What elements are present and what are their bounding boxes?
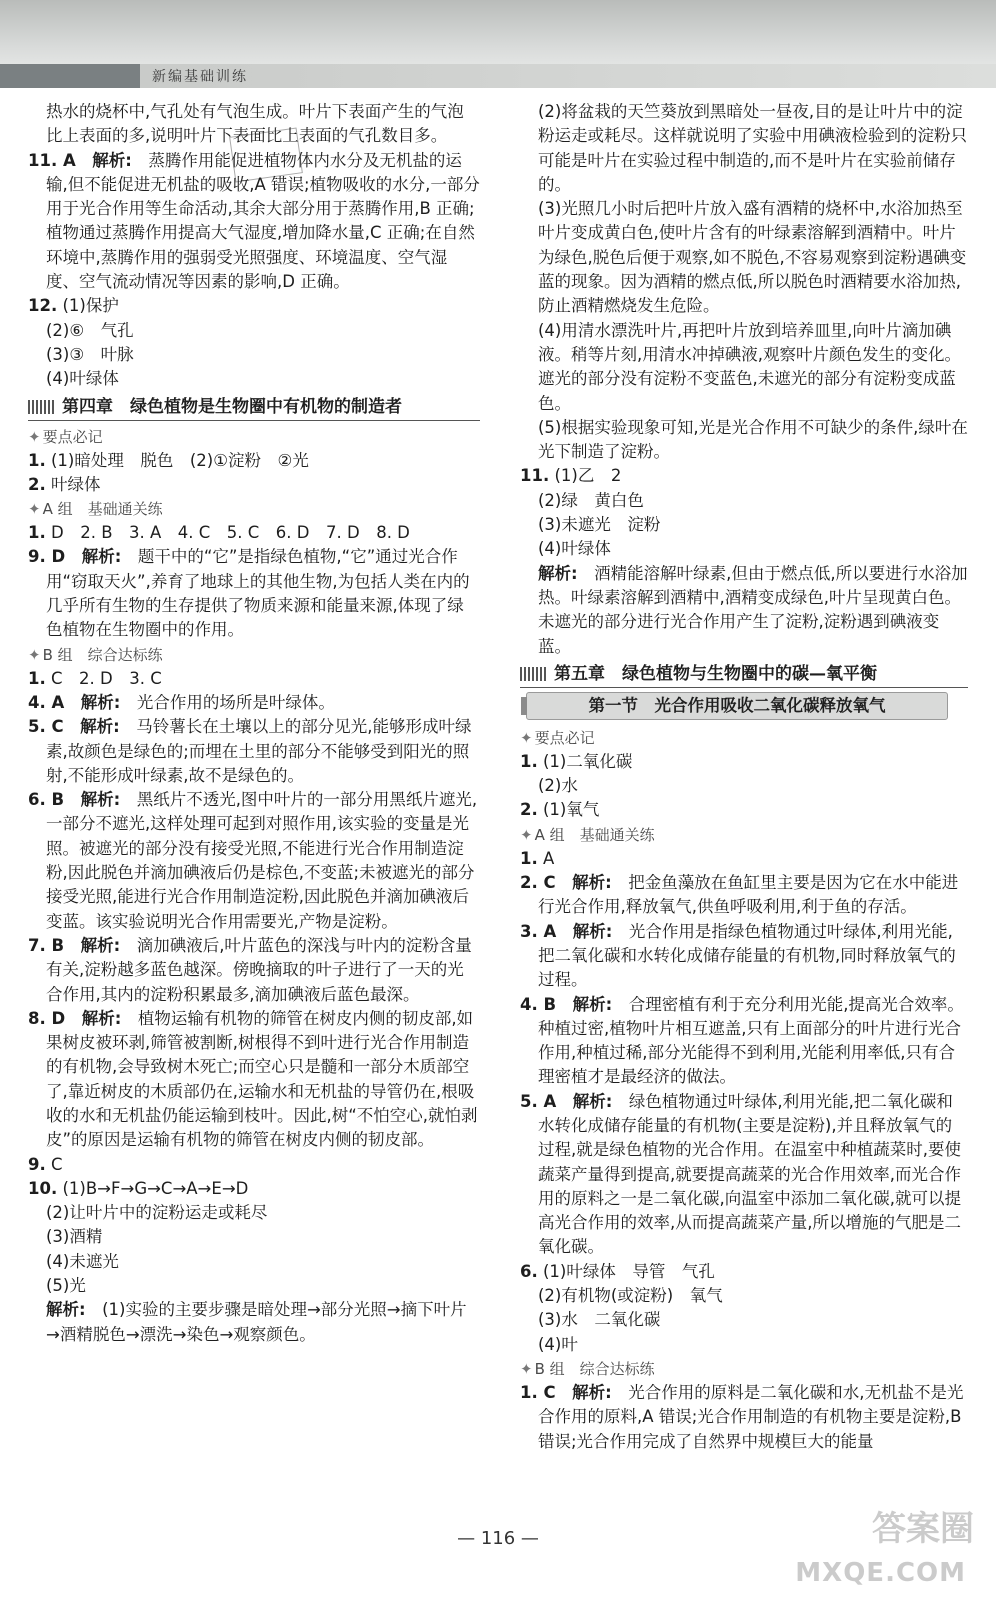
answer-text: (5)光	[46, 1276, 86, 1296]
answer-line	[520, 464, 968, 488]
chapter-title: 第五章 绿色植物与生物圈中的碳—氧平衡	[554, 663, 877, 684]
answer-number: 2.	[28, 474, 46, 494]
answer-line	[520, 750, 968, 774]
analysis-label: 解析:	[92, 150, 132, 170]
subsection-heading	[520, 1357, 968, 1381]
chapter-stripes-icon	[28, 400, 56, 414]
analysis-label: 解析:	[81, 1008, 122, 1028]
answer-text: (2)让叶片中的淀粉运走或耗尽	[46, 1203, 268, 1223]
subsection-label: A 组 基础通关练	[42, 500, 163, 519]
analysis-label: 解析:	[80, 692, 121, 712]
answer-text: (5)根据实验现象可知,光是光合作用不可缺少的条件,绿叶在光下制造了淀粉。	[538, 417, 968, 462]
analysis-label: 解析:	[80, 717, 120, 737]
answer-text: 绿色植物通过叶绿体,利用光能,把二氧化碳和水转化成储存能量的有机物(主要是淀粉),并且释放氧气的过程,就是绿色植物的光合作用。在温室中种植蔬菜时,要使蔬菜产量得到提高,就要提高蔬菜的光合作用效率,而光合作用的原料之一是二氧化碳,向温室中添加二氧化碳,就可以提高光合作用的效率,从而提高蔬菜产量,所以增施的气肥是二氧化碳。	[538, 1091, 961, 1257]
answer-text: (3)未遮光 淀粉	[538, 515, 661, 535]
answer-line	[520, 537, 968, 561]
answer-line	[520, 197, 968, 318]
answer-line	[28, 667, 480, 691]
answer-line	[520, 319, 968, 416]
analysis-label: 解析:	[572, 873, 612, 893]
answer-line	[520, 1260, 968, 1284]
answer-line	[520, 993, 968, 1090]
answer-text: C 2. D 3. C	[51, 668, 162, 688]
answer-number: 9.	[28, 1154, 46, 1174]
answer-line	[28, 1007, 480, 1153]
answer-line	[28, 521, 480, 545]
answer-line	[28, 934, 480, 1007]
answer-line	[520, 1308, 968, 1332]
subsection-heading	[28, 643, 480, 667]
chapter-heading	[520, 661, 968, 688]
answer-number: 12.	[28, 296, 58, 316]
answer-text: (3)光照几小时后把叶片放入盛有酒精的烧杯中,水浴加热至叶片变成黄白色,使叶片含有的叶绿素溶解到酒精中。叶片为绿色,脱色后便于观察,如不脱色,不容易观察到淀粉遇碘变蓝的现象。因为酒精的燃点低,所以脱色时酒精要水浴加热,防止酒精燃烧发生危险。	[538, 199, 967, 316]
watermark-url: MXQE.COM	[795, 1558, 966, 1588]
diamond-icon: ✦	[520, 825, 533, 844]
answer-text: (3)酒精	[46, 1227, 103, 1247]
answer-number: 2.	[520, 800, 538, 820]
answer-line	[520, 416, 968, 465]
analysis-label: 解析:	[572, 1091, 613, 1111]
analysis-label: 解析:	[538, 563, 578, 583]
answer-line	[520, 562, 968, 659]
analysis-label: 解析:	[80, 790, 121, 810]
answer-number: 4. A	[28, 692, 65, 712]
answer-text: (1)二氧化碳	[543, 751, 633, 771]
answer-line	[520, 774, 968, 798]
answer-line	[28, 715, 480, 788]
answer-text: C	[51, 1154, 63, 1174]
header-bar	[0, 64, 996, 88]
answer-line	[28, 691, 480, 715]
subsection-heading	[28, 425, 480, 449]
diamond-icon: ✦	[28, 500, 41, 519]
answer-text: D 2. B 3. A 4. C 5. C 6. D 7. D 8. D	[51, 523, 410, 543]
answer-line	[520, 513, 968, 537]
subsection-label: 要点必记	[534, 728, 595, 747]
answer-text: (3)③ 叶脉	[46, 344, 134, 364]
answer-number: 11.	[520, 466, 550, 486]
answer-text: (2)水	[538, 776, 578, 796]
answer-text: 滴加碘液后,叶片蓝色的深浅与叶内的淀粉含量有关,淀粉越多蓝色越深。傍晚摘取的叶子进行了一天的光合作用,其内的淀粉积累最多,滴加碘液后蓝色最深。	[46, 935, 472, 1004]
right-column	[520, 100, 968, 1454]
answer-number: 3. A	[520, 921, 557, 941]
answer-text: 光合作用的原料是二氧化碳和水,无机盐不是光合作用的原料,A 错误;光合作用制造的有机物主要是淀粉,B 错误;光合作用完成了自然界中规模巨大的能量	[538, 1382, 964, 1451]
chapter-stripes-icon	[520, 667, 548, 681]
answer-line	[28, 149, 480, 295]
answer-text: (4)叶	[538, 1334, 578, 1354]
answer-text: (1)实验的主要步骤是暗处理→部分光照→摘下叶片→酒精脱色→漂洗→染色→观察颜色。	[46, 1300, 467, 1344]
answer-line	[28, 343, 480, 367]
answer-line	[28, 294, 480, 318]
diamond-icon: ✦	[520, 1359, 533, 1378]
answer-number: 8. D	[28, 1008, 66, 1028]
answer-text: (4)未遮光	[46, 1251, 119, 1271]
answer-text: 把金鱼藻放在鱼缸里主要是因为它在水中能进行光合作用,释放氧气,供鱼呼吸利用,利于鱼的存活。	[538, 873, 959, 917]
answer-text: (3)水 二氧化碳	[538, 1310, 661, 1330]
subsection-heading	[520, 726, 968, 750]
answer-text: 黑纸片不透光,图中叶片的一部分用黑纸片遮光,一部分不遮光,这样处理可起到对照作用,该实验的变量是光照。被遮光的部分没有接受光照,不能进行光合作用制造淀粉,因此脱色并滴加碘液后仍是棕色,不变蓝;未被遮光的部分接受光照,能进行光合作用制造淀粉,因此脱色并滴加碘液后变蓝。该实验说明光合作用需要光,产物是淀粉。	[46, 790, 478, 931]
answer-text: 热水的烧杯中,气孔处有气泡生成。叶片下表面产生的气泡比上表面的多,说明叶片下表面比上表面的气孔数目多。	[46, 102, 464, 146]
subsection-label: 要点必记	[42, 427, 103, 446]
answer-line	[28, 1153, 480, 1177]
answer-text: (4)叶绿体	[46, 369, 119, 389]
diamond-icon: ✦	[28, 645, 41, 664]
answer-text: (2)⑥ 气孔	[46, 320, 134, 340]
diamond-icon: ✦	[520, 728, 533, 747]
answer-text: (1)B→F→G→C→A→E→D	[62, 1178, 249, 1198]
answer-text: 光合作用是指绿色植物通过叶绿体,利用光能,把二氧化碳和水转化成储存能量的有机物,同时释放氧气的过程。	[538, 921, 956, 990]
answer-line	[28, 1177, 480, 1201]
answer-number: 11. A	[28, 150, 76, 170]
answer-text: A	[543, 848, 555, 868]
answer-text: (4)叶绿体	[538, 539, 611, 559]
left-column	[28, 100, 480, 1347]
answer-line	[28, 1274, 480, 1298]
answer-number: 1.	[28, 668, 46, 688]
running-header-title: 新编基础训练	[152, 69, 248, 85]
answer-text: (1)暗处理 脱色 (2)①淀粉 ②光	[51, 450, 309, 470]
answer-line	[28, 1298, 480, 1347]
answer-text: 叶绿体	[51, 474, 101, 494]
answer-line	[520, 1284, 968, 1308]
answer-line	[520, 1090, 968, 1260]
analysis-label: 解析:	[81, 547, 122, 567]
answer-line	[28, 545, 480, 642]
answer-number: 1.	[28, 523, 46, 543]
answer-text: (1)氧气	[543, 800, 600, 820]
answer-line	[520, 847, 968, 871]
answer-line	[28, 449, 480, 473]
answer-text: (4)用清水漂洗叶片,再把叶片放到培养皿里,向叶片滴加碘液。稍等片刻,用清水冲掉碘液,观察叶片颜色发生的变化。遮光的部分没有淀粉不变蓝色,未遮光的部分有淀粉变成蓝色。	[538, 320, 961, 413]
answer-text: (1)叶绿体 导管 气孔	[543, 1261, 715, 1281]
answer-text: (1)乙 2	[554, 466, 622, 486]
subsection-label: B 组 综合达标练	[42, 645, 163, 664]
section-banner: 第一节 光合作用吸收二氧化碳释放氧气	[526, 692, 948, 720]
answer-text: 题干中的“它”是指绿色植物,“它”通过光合作用“窃取天火”,养育了地球上的其他生物,为包括人类在内的几乎所有生物的生存提供了物质来源和能量来源,体现了绿色植物在生物圈中的作用。	[46, 547, 470, 640]
answer-line	[28, 367, 480, 391]
subsection-label: B 组 综合达标练	[534, 1359, 655, 1378]
analysis-label: 解析:	[572, 921, 613, 941]
analysis-label: 解析:	[572, 994, 613, 1014]
answer-number: 9. D	[28, 547, 66, 567]
answer-number: 5. A	[520, 1091, 557, 1111]
answer-text: (2)绿 黄白色	[538, 490, 644, 510]
answer-number: 6.	[520, 1261, 538, 1281]
answer-line	[520, 920, 968, 993]
answer-number: 2. C	[520, 873, 556, 893]
answer-number: 5. C	[28, 717, 64, 737]
answer-line	[520, 798, 968, 822]
answer-number: 4. B	[520, 994, 557, 1014]
subsection-heading	[520, 823, 968, 847]
page-number: — 116 —	[457, 1528, 539, 1549]
answer-number: 1.	[520, 751, 538, 771]
answer-number: 1.	[520, 848, 538, 868]
answer-text: (2)将盆栽的天竺葵放到黑暗处一昼夜,目的是让叶片中的淀粉运走或耗尽。这样就说明了实验中用碘液检验到的淀粉只可能是叶片在实验过程中制造的,而不是叶片在实验前储存的。	[538, 102, 967, 194]
answer-line	[28, 319, 480, 343]
answer-line	[28, 1250, 480, 1274]
answer-text: 蒸腾作用能促进植物体内水分及无机盐的运输,但不能促进无机盐的吸收,A 错误;植物吸收的水分,一部分用于光合作用等生命活动,其余大部分用于蒸腾作用,B 正确;植物通过蒸腾作用提高大气湿度,增加降水量,C 正确;在自然环境中,蒸腾作用的强弱受光照强度、环境温度、空气湿度、空气流动情况等因素的影响,D 正确。	[46, 150, 480, 292]
answer-line	[28, 1225, 480, 1249]
analysis-label: 解析:	[80, 935, 121, 955]
answer-number: 10.	[28, 1178, 58, 1198]
answer-number: 1.	[28, 450, 46, 470]
answer-line	[28, 1201, 480, 1225]
answer-line	[28, 788, 480, 934]
answer-line	[28, 473, 480, 497]
watermark-logo: 答案圈	[872, 1509, 974, 1549]
answer-line	[520, 1381, 968, 1454]
answer-text: 马铃薯长在土壤以上的部分见光,能够形成叶绿素,故颜色是绿色的;而埋在土里的部分不能够受到阳光的照射,不能形成叶绿素,故不是绿色的。	[46, 717, 472, 785]
chapter-heading	[28, 394, 480, 421]
answer-line	[520, 1333, 968, 1357]
answer-text: 酒精能溶解叶绿素,但由于燃点低,所以要进行水浴加热。叶绿素溶解到酒精中,酒精变成绿色,叶片呈现黄白色。未遮光的部分进行光合作用产生了淀粉,淀粉遇到碘液变蓝。	[538, 563, 968, 656]
analysis-label: 解析:	[46, 1300, 86, 1320]
answer-number: 1. C	[520, 1382, 556, 1402]
answer-line	[520, 100, 968, 197]
answer-number: 7. B	[28, 935, 65, 955]
answer-line	[28, 100, 480, 149]
subsection-label: A 组 基础通关练	[534, 825, 655, 844]
analysis-label: 解析:	[572, 1382, 612, 1402]
answer-line	[520, 871, 968, 920]
answer-text: (2)有机物(或淀粉) 氧气	[538, 1286, 723, 1306]
answer-text: (1)保护	[62, 296, 119, 316]
subsection-heading	[28, 497, 480, 521]
answer-number: 6. B	[28, 790, 65, 810]
answer-text: 合理密植有利于充分利用光能,提高光合效率。种植过密,植物叶片相互遮盖,只有上面部分的叶片进行光合作用,种植过稀,部分光能得不到利用,光能利用率低,只有合理密植才是最经济的做法。	[538, 994, 964, 1087]
answer-text: 光合作用的场所是叶绿体。	[136, 692, 335, 712]
chapter-title: 第四章 绿色植物是生物圈中有机物的制造者	[62, 396, 402, 417]
answer-line	[520, 489, 968, 513]
diamond-icon: ✦	[28, 427, 41, 446]
answer-text: 植物运输有机物的筛管在树皮内侧的韧皮部,如果树皮被环剥,筛管被割断,树根得不到叶进行光合作用制造的有机物,会导致树木死亡;而空心只是髓和一部分木质部空了,靠近树皮的木质部仍在,运输水和无机盐的导管仍在,根吸收的水和无机盐仍能运输到枝叶。因此,树“不怕空心,就怕剥皮”的原因是运输有机物的筛管在树皮内侧的韧皮部。	[46, 1008, 478, 1150]
